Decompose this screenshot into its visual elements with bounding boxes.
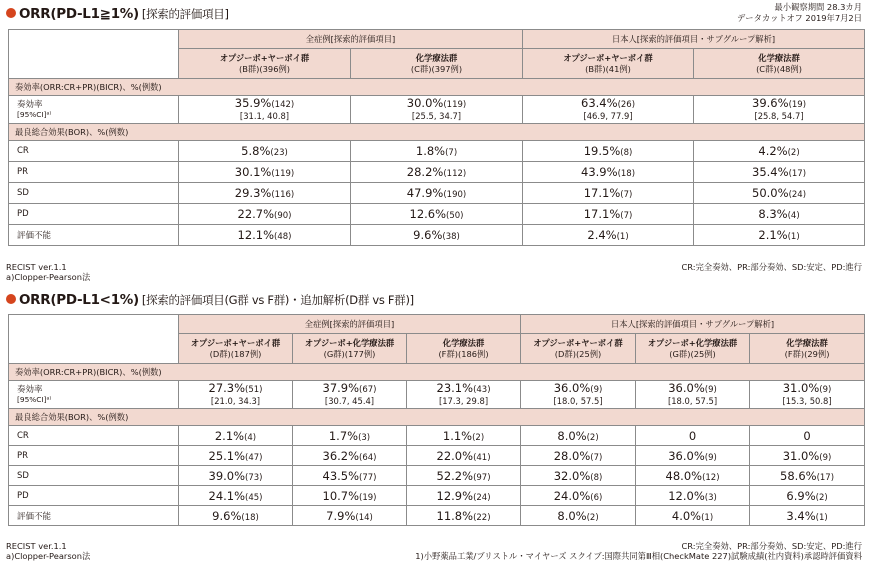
value-cell: 12.9%(24) [407,486,521,506]
ci-method-note: a)Clopper-Pearson法 [6,551,91,561]
col-header: オプジーボ+化学療法群 (G群)(177例) [293,334,407,364]
group-jp-header: 日本人[探索的評価項目・サブグループ解析] [521,315,865,334]
table-pdl1-low [8,314,865,526]
section1-footnote [6,262,90,282]
section2-notes [415,541,862,561]
section2-subtitle: [探索的評価項目(G群 vs F群)・追加解析(D群 vs F群)] [141,293,414,307]
section1-heading [6,6,229,22]
value-cell: 24.0%(6) [521,486,636,506]
value-cell: 2.4%(1) [523,225,694,246]
value-cell: 31.0%(9) [750,446,865,466]
corner-cell [9,30,179,49]
ci-method-note: a)Clopper-Pearson法 [6,272,91,282]
value-cell: 12.6%(50) [351,204,523,225]
row-label: PD [9,204,179,225]
value-cell: 22.7%(90) [179,204,351,225]
value-cell: 7.9%(14) [293,506,407,526]
observation-info [737,2,862,24]
value-cell: 5.8%(23) [179,141,351,162]
table-pdl1-high [8,29,865,246]
table-row [9,466,865,486]
section2-heading [6,292,414,308]
table-row [9,486,865,506]
table-row [9,506,865,526]
value-cell: 0 [750,426,865,446]
band-bor: 最良総合効果(BOR)、%(例数) [9,124,865,141]
orr-cell: 31.0%(9) [15.3, 50.8] [750,381,865,409]
band-orr: 奏効率(ORR:CR+PR)(BICR)、%(例数) [9,79,865,96]
value-cell: 2.1%(1) [694,225,865,246]
row-label: CR [9,141,179,162]
row-label: PD [9,486,179,506]
orr-cell: 63.4%(26) [46.9, 77.9] [523,96,694,124]
value-cell: 29.3%(116) [179,183,351,204]
orr-cell: 36.0%(9) [18.0, 57.5] [521,381,636,409]
col-header: オプジーボ+ヤーボイ群 (B群)(396例) [179,49,351,79]
orr-cell: 30.0%(119) [25.5, 34.7] [351,96,523,124]
value-cell: 17.1%(7) [523,204,694,225]
value-cell: 36.0%(9) [636,446,750,466]
group-jp-header: 日本人[探索的評価項目・サブグループ解析] [523,30,865,49]
value-cell: 47.9%(190) [351,183,523,204]
value-cell: 22.0%(41) [407,446,521,466]
recist-note: RECIST ver.1.1 [6,541,67,551]
value-cell: 35.4%(17) [694,162,865,183]
orr-row-label: 奏効率 [95%CI]ᵃ⁾ [9,96,179,124]
row-label: CR [9,426,179,446]
table-row [9,225,865,246]
row-label: 評価不能 [9,506,179,526]
corner-cell [9,334,179,364]
bullet-dot-icon [6,294,16,304]
bullet-dot-icon [6,8,16,18]
value-cell: 11.8%(22) [407,506,521,526]
row-label: SD [9,466,179,486]
value-cell: 58.6%(17) [750,466,865,486]
value-cell: 12.1%(48) [179,225,351,246]
table-row [9,141,865,162]
value-cell: 28.2%(112) [351,162,523,183]
value-cell: 19.5%(8) [523,141,694,162]
value-cell: 1.7%(3) [293,426,407,446]
group-all-header: 全症例[探索的評価項目] [179,315,521,334]
col-header: オプジーボ+ヤーボイ群 (B群)(41例) [523,49,694,79]
value-cell: 4.0%(1) [636,506,750,526]
value-cell: 9.6%(38) [351,225,523,246]
orr-cell: 35.9%(142) [31.1, 40.8] [179,96,351,124]
section1-title: ORR(PD-L1≧1%) [19,6,139,22]
value-cell: 17.1%(7) [523,183,694,204]
table-row [9,426,865,446]
value-cell: 8.0%(2) [521,506,636,526]
data-cutoff: データカットオフ 2019年7月2日 [737,13,862,23]
value-cell: 10.7%(19) [293,486,407,506]
recist-note: RECIST ver.1.1 [6,262,67,272]
orr-cell: 27.3%(51) [21.0, 34.3] [179,381,293,409]
observation-period: 最小観察期間 28.3カ月 [774,2,862,12]
value-cell: 32.0%(8) [521,466,636,486]
value-cell: 2.1%(4) [179,426,293,446]
col-header: 化学療法群 (C群)(397例) [351,49,523,79]
table-row [9,162,865,183]
orr-cell: 39.6%(19) [25.8, 54.7] [694,96,865,124]
group-all-header: 全症例[探索的評価項目] [179,30,523,49]
section2-title: ORR(PD-L1<1%) [19,292,139,308]
value-cell: 6.9%(2) [750,486,865,506]
value-cell: 1.1%(2) [407,426,521,446]
value-cell: 1.8%(7) [351,141,523,162]
orr-cell: 36.0%(9) [18.0, 57.5] [636,381,750,409]
value-cell: 4.2%(2) [694,141,865,162]
col-header: オプジーボ+ヤーボイ群 (D群)(25例) [521,334,636,364]
band-orr: 奏効率(ORR:CR+PR)(BICR)、%(例数) [9,364,865,381]
value-cell: 43.5%(77) [293,466,407,486]
orr-row-label: 奏効率 [95%CI]ᵃ⁾ [9,381,179,409]
corner-cell [9,49,179,79]
value-cell: 30.1%(119) [179,162,351,183]
col-header: オプジーボ+ヤーボイ群 (D群)(187例) [179,334,293,364]
row-label: 評価不能 [9,225,179,246]
orr-cell: 37.9%(67) [30.7, 45.4] [293,381,407,409]
value-cell: 12.0%(3) [636,486,750,506]
value-cell: 43.9%(18) [523,162,694,183]
value-cell: 25.1%(47) [179,446,293,466]
table-row [9,204,865,225]
value-cell: 0 [636,426,750,446]
value-cell: 52.2%(97) [407,466,521,486]
table-row [9,183,865,204]
value-cell: 3.4%(1) [750,506,865,526]
value-cell: 9.6%(18) [179,506,293,526]
band-bor: 最良総合効果(BOR)、%(例数) [9,409,865,426]
row-label: SD [9,183,179,204]
col-header: 化学療法群 (F群)(186例) [407,334,521,364]
section2-abbrev: CR:完全奏効、PR:部分奏効、SD:安定、PD:進行 [681,541,862,551]
section2-footnote [6,541,90,561]
table-row [9,446,865,466]
col-header: 化学療法群 (C群)(48例) [694,49,865,79]
value-cell: 39.0%(73) [179,466,293,486]
col-header: 化学療法群 (F群)(29例) [750,334,865,364]
value-cell: 48.0%(12) [636,466,750,486]
value-cell: 8.0%(2) [521,426,636,446]
row-label: PR [9,446,179,466]
corner-cell [9,315,179,334]
value-cell: 36.2%(64) [293,446,407,466]
value-cell: 8.3%(4) [694,204,865,225]
section1-subtitle: [探索的評価項目] [141,7,229,21]
value-cell: 24.1%(45) [179,486,293,506]
col-header: オプジーボ+化学療法群 (G群)(25例) [636,334,750,364]
orr-cell: 23.1%(43) [17.3, 29.8] [407,381,521,409]
section1-abbrev: CR:完全奏効、PR:部分奏効、SD:安定、PD:進行 [681,262,862,272]
source-citation: 1)小野薬品工業/ブリストル・マイヤーズ スクイブ:国際共同第Ⅲ相(CheckMate 227)試験成績(社内資料)承認時評価資料 [415,551,862,561]
row-label: PR [9,162,179,183]
value-cell: 50.0%(24) [694,183,865,204]
value-cell: 28.0%(7) [521,446,636,466]
